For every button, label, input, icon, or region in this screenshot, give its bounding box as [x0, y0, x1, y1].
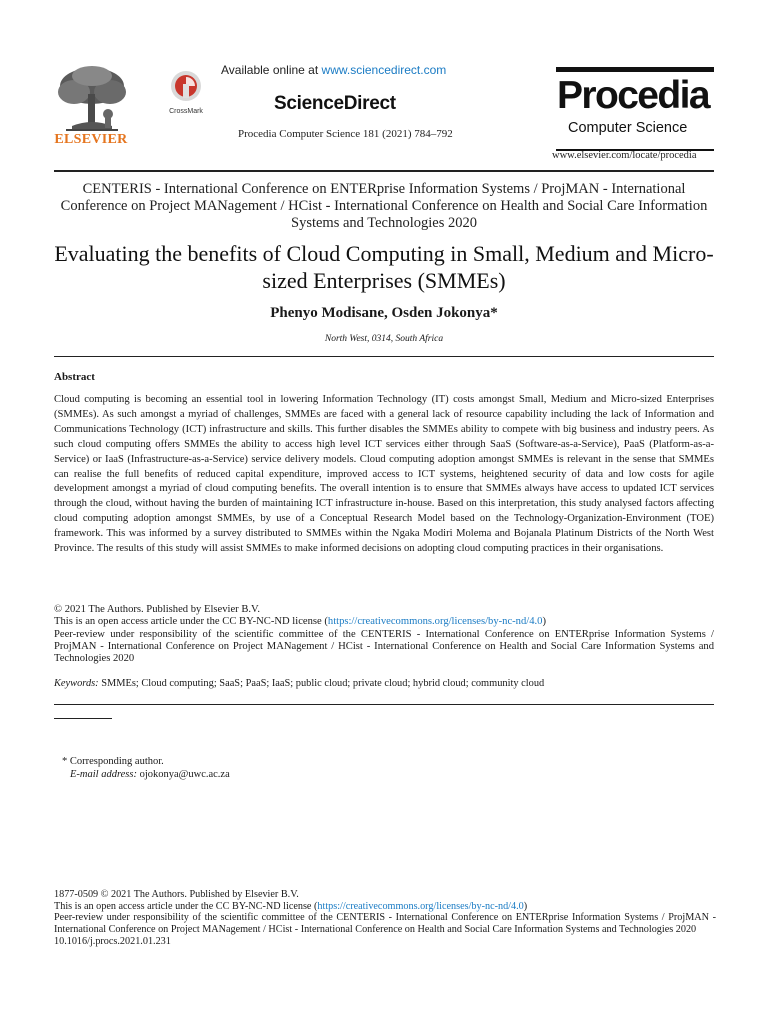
footer-peer-review: Peer-review under responsibility of the scientific committee of the CENTERIS - International Conference on ENTERprise Information Systems / ProjMAN - International Conference on Project MANagement / HCist - International Conference on Health and Social Care Information Systems and Technologies 2020 — [54, 912, 716, 936]
procedia-wordmark: Procedia — [557, 74, 709, 117]
keywords-label: Keywords: — [54, 678, 99, 689]
conference-name: CENTERIS - International Conference on ENTERprise Information Systems / ProjMAN - International Conference on Project MANagement / HCist - International Conference on Health and Social Care Information Systems and Technologies 2020 — [60, 181, 708, 231]
crossmark-label: CrossMark — [169, 108, 203, 115]
abstract-text: Cloud computing is becoming an essential tool in lowering Information Technology (IT) costs amongst Small, Medium and Micro-sized Enterprises (SMMEs). As such amongst a myriad of challenges, SMMEs are faced with a general lack of resource capability including the lack of Information and Communications Technology (ICT) infrastructure and skills. This further disables the SMMEs ability to compete with big business and industry peers. As such cloud computing offers SMMEs the ability to access high level ICT services either through SaaS (Software-as-a-Service), PaaS (Platform-as-a-Service) or IaaS (Infrastructure-as-a-Service) service delivery models. Cloud computing adoption amongst SMMEs is relevant in the sense that SMMEs can realise the full benefits of reduced capital expenditure, improved access to ICT systems, heightened security of data and low costs for agile development amongst a myriad of cloud computing benefits. The overall intention is to ensure that SMMEs always have access to updated ICT services through the cloud, without having the burden of maintaining ICT infrastructure in-house. Based on this interpretation, this study analysed factors affecting cloud computing adoption amongst SMMEs, by use of a Conceptual Research Model based on the Technology-Organization-Environment (TOE) framework. This was informed by a survey distributed to SMMEs within the Ngaka Modiri Molema and Bojanala Platinum Districts of the North West Province. The results of this study will assist SMMEs to make informed decisions on adopting cloud computing practices in their organisations. — [54, 394, 714, 555]
author-affiliation: North West, 0314, South Africa — [324, 334, 444, 344]
email-label: E-mail address: — [70, 769, 137, 780]
license-prefix: This is an open access article under the CC BY-NC-ND license ( — [54, 616, 328, 627]
article-authors: Phenyo Modisane, Osden Jokonya* — [270, 305, 498, 321]
footer-license — [54, 901, 716, 913]
footer-doi[interactable]: 10.1016/j.procs.2021.01.231 — [54, 935, 171, 947]
elsevier-wordmark: ELSEVIER — [54, 132, 128, 147]
peer-review-notice: Peer-review under responsibility of the scientific committee of the CENTERIS - International Conference on ENTERprise Information Systems / ProjMAN - International Conference on Project MANagement / HCist - International Conference on Health and Social Care Information Systems and Technologies 2020 — [54, 629, 714, 665]
procedia-logo — [556, 67, 714, 151]
author-email — [70, 769, 230, 780]
license-suffix: ) — [542, 616, 546, 627]
footer-license-link[interactable]: https://creativecommons.org/licenses/by-nc-nd/4.0 — [317, 900, 524, 912]
footnote-divider — [54, 718, 112, 719]
corresponding-author-note: * Corresponding author. — [62, 756, 164, 767]
footer-license-prefix: This is an open access article under the CC BY-NC-ND license ( — [54, 900, 318, 912]
page-footer — [54, 889, 716, 948]
email-address[interactable]: ojokonya@uwc.ac.za — [136, 769, 230, 780]
footer-issn-copyright: 1877-0509 © 2021 The Authors. Published by Elsevier B.V. — [54, 889, 299, 900]
keywords-list: SMMEs; Cloud computing; SaaS; PaaS; IaaS; public cloud; private cloud; hybrid cloud; community cloud — [98, 678, 545, 689]
keywords-divider — [54, 704, 714, 705]
sciencedirect-link[interactable]: www.sciencedirect.com — [321, 63, 447, 77]
footer-license-suffix: ) — [523, 900, 528, 912]
available-prefix: Available online at — [221, 63, 322, 77]
license-link[interactable]: https://creativecommons.org/licenses/by-nc-nd/4.0 — [327, 616, 543, 627]
abstract-heading: Abstract — [54, 371, 95, 383]
copyright-notice: © 2021 The Authors. Published by Elsevier B.V. — [54, 604, 260, 615]
procedia-subtitle: Computer Science — [568, 120, 688, 136]
journal-url[interactable]: www.elsevier.com/locate/procedia — [552, 150, 697, 161]
abstract-divider — [54, 356, 714, 357]
article-title: Evaluating the benefits of Cloud Computing in Small, Medium and Micro-sized Enterprises (SMMEs) — [54, 241, 714, 293]
available-online-line — [221, 63, 446, 77]
header-divider — [54, 170, 714, 172]
crossmark-icon[interactable] — [170, 70, 202, 102]
keywords-line — [54, 678, 714, 689]
sciencedirect-wordmark: ScienceDirect — [274, 93, 396, 114]
license-notice — [54, 616, 714, 628]
journal-reference: Procedia Computer Science 181 (2021) 784–792 — [238, 128, 453, 140]
